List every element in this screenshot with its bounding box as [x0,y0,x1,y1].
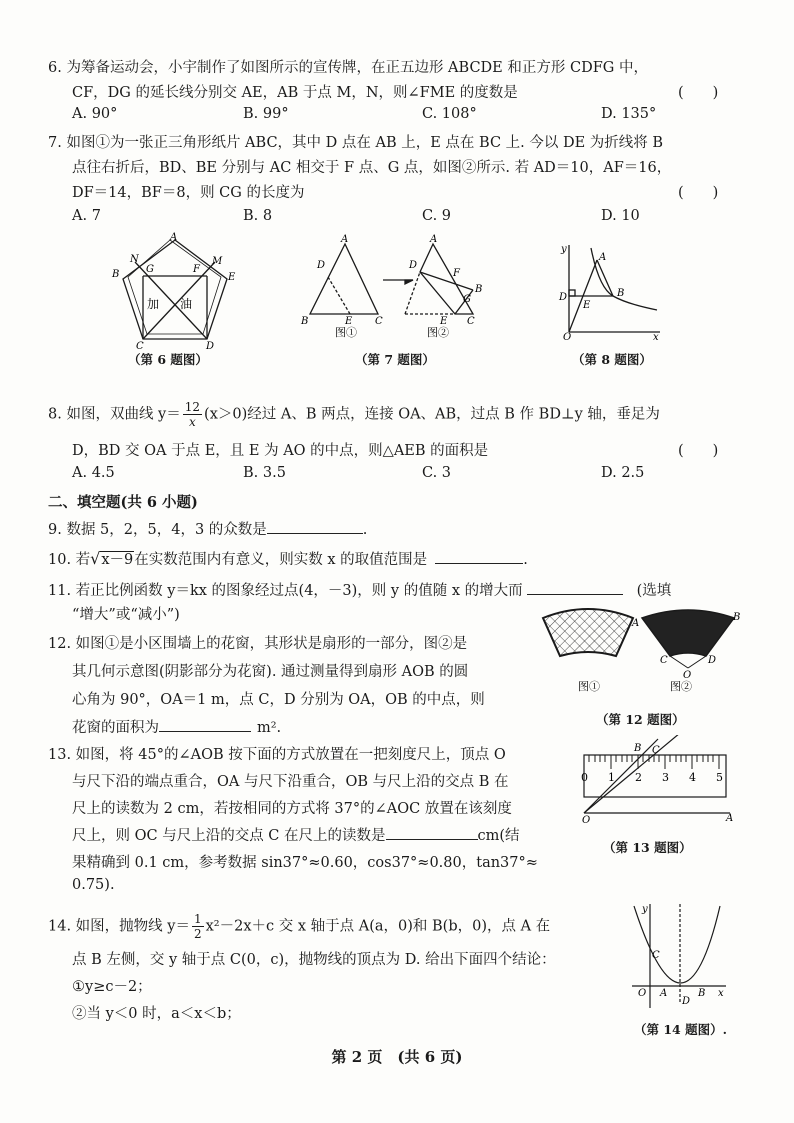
svg-text:F: F [193,264,200,275]
svg-text:B: B [112,269,120,280]
q14-line3: ①y≥c－2； [72,979,152,995]
svg-text:D: D [559,292,568,303]
svg-text:x: x [718,988,724,999]
q14-fraction-numerator: 1 [193,912,202,926]
q8-option-d: D. 2.5 [601,465,645,481]
q13-line4 [72,824,520,845]
svg-text:B: B [698,988,706,999]
q7-line1: 7. 如图①为一张正三角形纸片 ABC，其中 D 点在 AB 上，E 点在 BC 上. 今以 DE 为折线将 B [48,135,664,151]
fig7-triangle-fold-diagram [295,232,495,342]
q8-line1 [48,400,660,429]
q6-answer-paren: ( ) [678,85,719,101]
svg-text:A: A [632,618,640,629]
svg-text:F: F [453,268,460,279]
svg-text:D: D [206,341,215,350]
q7-option-a: A. 7 [72,208,101,224]
q13-answer-blank[interactable] [386,825,478,840]
svg-text:E: E [345,316,353,327]
svg-text:0: 0 [581,771,588,784]
q13-line2: 与尺下沿的端点重合，OA 与尺下沿重合，OB 与尺上沿的交点 B 在 [72,774,509,790]
svg-text:O: O [683,670,692,681]
fig13-ruler-angle-diagram [578,735,738,825]
q11-answer-blank[interactable] [527,580,623,595]
q13-line4-pre: 尺上，则 OC 与尺上沿的交点 C 在尺上的读数是 [72,828,386,844]
svg-text:1: 1 [608,771,615,784]
section-fill-in-heading: 二、填空题(共 6 小题) [48,494,198,511]
svg-text:5: 5 [716,771,723,784]
svg-text:A: A [599,252,607,263]
svg-text:B: B [301,316,309,327]
svg-text:B: B [634,743,642,754]
q7-option-b: B. 8 [243,208,273,224]
page-footer: 第 2 页 (共 6 页) [331,1048,463,1066]
q12-line4 [72,716,281,737]
q6-option-d: D. 135° [601,106,657,122]
fig8-caption: （第 8 题图） [572,352,652,367]
svg-text:C: C [136,341,144,350]
q14-line4: ②当 y＜0 时，a＜x＜b； [72,1006,241,1022]
q10-sqrt: √x－9 [90,549,134,568]
q13-line3: 尺上的读数为 2 cm，若按相同的方式将 37°的∠AOC 放置在该刻度 [72,801,512,817]
svg-text:C: C [467,316,475,327]
q7-answer-paren: ( ) [678,185,719,201]
q13-line1: 13. 如图，将 45°的∠AOB 按下面的方式放置在一把刻度尺上，顶点 O [48,747,506,763]
fig12-label-1: 图① [578,680,600,693]
svg-text:A: A [341,234,349,245]
svg-text:C: C [375,316,383,327]
svg-text:A: A [170,232,178,243]
fig7-label-1: 图① [335,326,357,339]
q8-option-c: C. 3 [422,465,452,481]
q7-line2: 点往右折后，BD、BE 分别与 AC 相交于 F 点、G 点，如图②所示. 若 AD＝10，AF＝16， [72,160,672,176]
q12-line1: 12. 如图①是小区围墙上的花窗，其形状是扇形的一部分，图②是 [48,636,468,652]
q14-line2: 点 B 左侧，交 y 轴于点 C(0，c)，抛物线的顶点为 D. 给出下面四个结论： [72,952,556,968]
q7-line3: DF＝14，BF＝8，则 CG 的长度为 [72,185,305,201]
q9-text: 9. 数据 5，2，5，4，3 的众数是 [48,522,267,538]
svg-text:D: D [708,655,717,666]
q13-line5: 果精确到 0.1 cm，参考数据 sin37°≈0.60，cos37°≈0.80，tan37°≈ [72,855,538,871]
q11-line1 [48,579,671,600]
q12-line4-pre: 花窗的面积为 [72,720,159,736]
q14-line1-post: x²－2x＋c 交 x 轴于点 A(a，0)和 B(b，0)，点 A 在 [205,918,551,935]
q7-option-d: D. 10 [601,208,640,224]
svg-text:E: E [583,300,591,311]
svg-text:C: C [652,950,660,961]
fig12-caption: （第 12 题图） [596,712,685,727]
q6-option-c: C. 108° [422,106,477,122]
fig12-sector-window-diagram [540,606,740,706]
q12-line4-post: m². [257,720,282,736]
svg-text:D: D [409,260,418,271]
svg-text:O: O [563,332,572,340]
q13-line4-post: cm(结 [477,828,520,844]
svg-text:E: E [440,316,448,327]
svg-text:A: A [660,988,668,999]
svg-text:3: 3 [662,771,669,784]
q8-fraction-denominator: x [189,415,196,429]
fig13-caption: （第 13 题图） [603,840,692,855]
fig6-text-you: 油 [180,297,193,311]
q12-answer-blank[interactable] [159,717,251,732]
svg-text:y: y [561,244,567,255]
svg-text:G: G [146,264,154,275]
fig6-text-jia: 加 [147,297,160,311]
svg-text:G: G [463,294,471,305]
q12-line3: 心角为 90°，OA＝1 m，点 C，D 分别为 OA，OB 的中点，则 [72,692,485,708]
q8-fraction-numerator: 12 [184,400,201,414]
svg-text:E: E [228,272,236,283]
q11-pre: 11. 若正比例函数 y＝kx 的图象经过点(4，－3)，则 y 的值随 x 的增大而 [48,583,523,599]
q10-pre: 10. 若 [48,552,91,568]
svg-text:2: 2 [635,771,642,784]
fig14-parabola-diagram [628,900,730,1012]
q10-end: . [523,552,528,568]
q8-line1-post: (x＞0)经过 A、B 两点，连接 OA、AB，过点 B 作 BD⊥y 轴，垂足为 [204,406,660,423]
svg-text:B: B [733,612,740,623]
svg-text:C: C [652,745,660,756]
svg-text:x: x [653,332,659,340]
svg-text:D: D [317,260,326,271]
svg-text:A: A [726,813,734,824]
q6-line1: 6. 为筹备运动会，小宇制作了如图所示的宣传牌，在正五边形 ABCDE 和正方形 CDFG 中， [48,60,648,76]
q14-line1-pre: 14. 如图，抛物线 y＝ [48,918,190,935]
svg-text:4: 4 [689,771,696,784]
q9-answer-blank[interactable] [267,519,363,534]
q10-mid: 在实数范围内有意义，则实数 x 的取值范围是 [134,552,428,568]
q8-line1-pre: 8. 如图，双曲线 y＝ [48,406,181,423]
q10-radicand: x－9 [101,552,134,568]
q10-line [48,548,528,569]
svg-text:M: M [212,256,223,267]
q14-fraction-denominator: 2 [193,927,202,941]
svg-text:O: O [582,815,591,825]
q8-option-a: A. 4.5 [72,465,115,481]
fig7-caption: （第 7 题图） [355,352,435,367]
q13-line6: 0.75). [72,877,115,893]
q11-line2: “增大”或“减小”) [72,607,180,623]
q12-line2: 其几何示意图(阴影部分为花窗). 通过测量得到扇形 AOB 的圆 [72,664,469,680]
q8-answer-paren: ( ) [678,443,719,459]
svg-text:D: D [682,996,691,1007]
fig6-caption: （第 6 题图） [128,352,208,367]
q6-option-b: B. 99° [243,106,289,122]
fig8-hyperbola-diagram [555,240,665,340]
q6-option-a: A. 90° [72,106,118,122]
q8-line2: D，BD 交 OA 于点 E，且 E 为 AO 的中点，则△AEB 的面积是 [72,443,489,459]
fig12-label-2: 图② [670,680,692,693]
fig6-pentagon-diagram [110,232,240,350]
q14-line1 [48,912,550,941]
svg-text:B: B [617,288,625,299]
q7-option-c: C. 9 [422,208,452,224]
q9-line [48,518,367,539]
svg-text:N: N [130,254,139,265]
svg-text:C: C [660,655,668,666]
svg-text:A: A [430,234,438,245]
svg-text:O: O [638,988,647,999]
svg-text:B: B [475,284,483,295]
q11-post: (选填 [636,583,672,599]
fig14-caption: （第 14 题图）. [634,1022,727,1037]
q9-end: . [362,522,368,538]
q10-answer-blank[interactable] [435,549,523,564]
q8-option-b: B. 3.5 [243,465,286,481]
q6-line2: CF，DG 的延长线分别交 AE，AB 于点 M，N，则∠FME 的度数是 [72,85,518,101]
svg-text:y: y [642,904,648,915]
fig7-label-2: 图② [427,326,449,339]
